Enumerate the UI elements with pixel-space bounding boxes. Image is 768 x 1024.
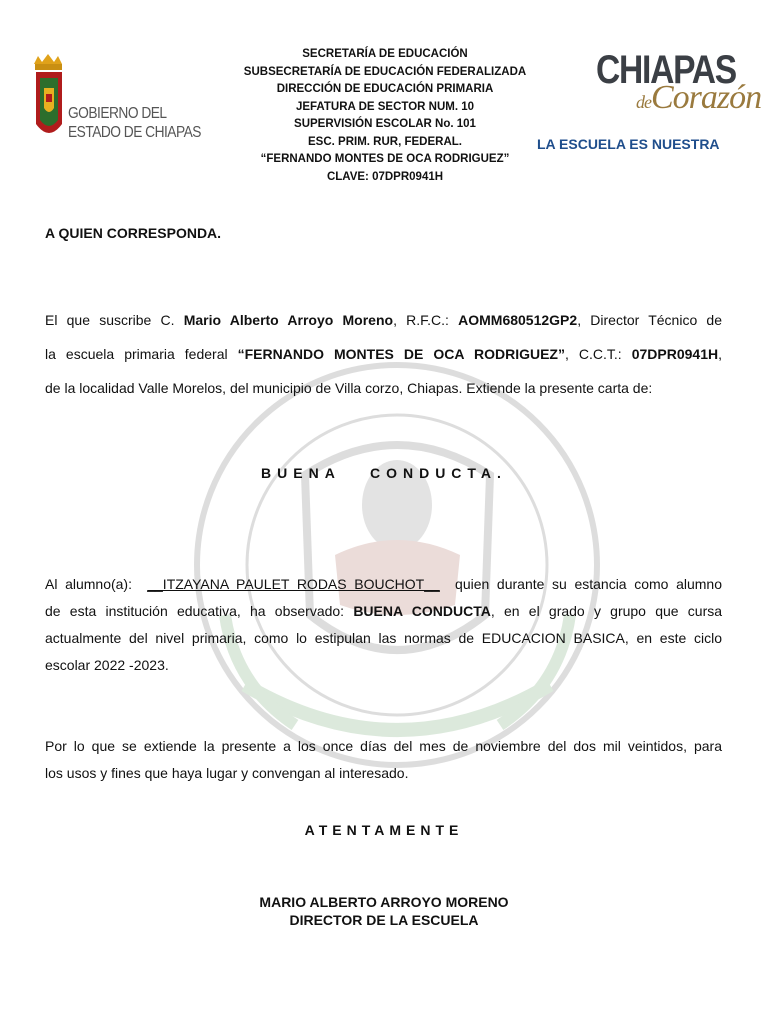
header-line: SUBSECRETARÍA DE EDUCACIÓN FEDERALIZADA: [243, 65, 527, 78]
brand-word: CHIAPAS: [596, 48, 736, 92]
paragraph-line: [45, 337, 722, 371]
government-line-1: GOBIERNO DEL: [68, 105, 167, 122]
school-name: “FERNANDO MONTES DE OCA RODRIGUEZ”: [237, 346, 565, 362]
cct-value: 07DPR0941H: [631, 346, 719, 362]
text-run: , en el grado y grupo que cursa: [490, 603, 723, 619]
text-run: , Director Técnico de: [577, 312, 723, 328]
paragraph-line: [45, 303, 722, 337]
student-name: __ITZAYANA PAULET RODAS BOUCHOT__: [147, 576, 440, 592]
brand-script-small: de: [636, 92, 651, 112]
header-line: ESC. PRIM. RUR, FEDERAL.: [308, 135, 462, 148]
paragraph-line: actualmente del nivel primaria, como lo estipulan las normas de EDUCACION BASICA, en este ciclo: [45, 630, 722, 646]
document-header: [235, 46, 535, 186]
conduct-value: BUENA CONDUCTA: [353, 603, 491, 619]
closing-paragraph: [45, 733, 722, 787]
text-run: Al alumno(a):: [45, 576, 148, 592]
text-run: quien durante su estancia como alumno: [439, 576, 722, 592]
header-line: DIRECCIÓN DE EDUCACIÓN PRIMARIA: [276, 83, 494, 95]
signer-title: DIRECTOR DE LA ESCUELA: [289, 912, 479, 928]
brand-script-main: Corazón: [651, 79, 762, 116]
school-seal-watermark: [185, 355, 610, 775]
paragraph-line: escolar 2022 -2023.: [45, 657, 169, 673]
conduct-paragraph: [45, 571, 722, 679]
government-name: [68, 104, 201, 142]
text-run: de esta institución educativa, ha observado:: [45, 603, 354, 619]
director-name: Mario Alberto Arroyo Moreno: [183, 312, 394, 328]
signature-block: [0, 893, 768, 929]
document-title: BUENA CONDUCTA.: [261, 465, 507, 481]
paragraph-line: de la localidad Valle Morelos, del municipio de Villa corzo, Chiapas. Extiende la presente carta de:: [45, 380, 653, 396]
brand-script: [636, 80, 761, 120]
text-run: la escuela primaria federal: [45, 346, 238, 362]
header-line: SECRETARÍA DE EDUCACIÓN: [302, 48, 468, 60]
brand-motto: LA ESCUELA ES NUESTRA: [537, 136, 720, 152]
header-line: SUPERVISIÓN ESCOLAR No. 101: [294, 118, 476, 130]
closing-salutation: ATENTAMENTE: [304, 822, 464, 838]
header-line: JEFATURA DE SECTOR NUM. 10: [295, 100, 475, 113]
paragraph-line: [45, 598, 722, 625]
header-line: CLAVE: 07DPR0941H: [326, 170, 444, 183]
paragraph-line: los usos y fines que haya lugar y convengan al interesado.: [45, 765, 409, 781]
paragraph-line: Por lo que se extiende la presente a los once días del mes de noviembre del dos mil veintidos, para: [45, 738, 722, 754]
rfc-value: AOMM680512GP2: [458, 312, 578, 328]
header-line: “FERNANDO MONTES DE OCA RODRIGUEZ”: [260, 153, 510, 165]
government-line-2: ESTADO DE CHIAPAS: [68, 124, 201, 141]
signer-name: MARIO ALBERTO ARROYO MORENO: [259, 894, 509, 910]
text-run: El que suscribe C.: [45, 312, 184, 328]
greeting: A QUIEN CORRESPONDA.: [45, 225, 222, 241]
paragraph-line: [45, 571, 722, 598]
chiapas-de-corazon-logo: [596, 48, 762, 125]
text-run: ,: [718, 346, 722, 362]
text-run: , C.C.T.:: [564, 346, 632, 362]
text-run: , R.F.C.:: [393, 312, 459, 328]
intro-paragraph: [45, 303, 722, 405]
